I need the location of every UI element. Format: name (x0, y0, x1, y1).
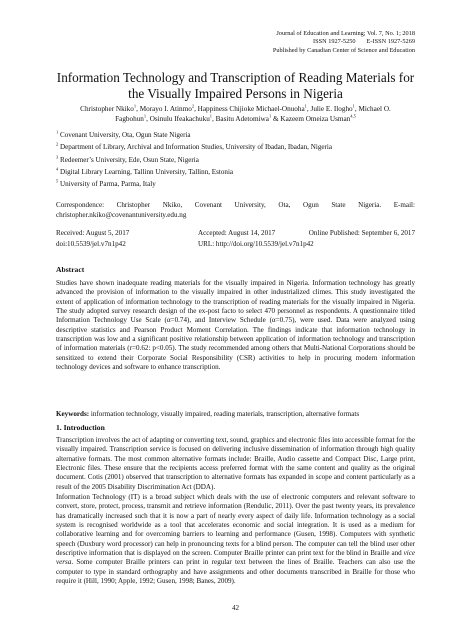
author-separator: , (306, 105, 311, 113)
published-date: Online Published: September 6, 2017 (308, 229, 415, 237)
keywords-label: Keywords: (56, 410, 90, 418)
author-separator: & (271, 115, 281, 123)
affiliation-item (56, 166, 415, 178)
correspondence: Correspondence: Christopher Nkiko, Covenant University, Ota, Ogun State Nigeria. E-mail: christopher.nkiko@covenantuniversity.edu.ng (56, 201, 415, 219)
doi-text: doi:10.5539/jel.v7n1p42 (56, 240, 126, 248)
author-name: Morayo I. Atinmo (139, 105, 192, 113)
affiliation-item (56, 141, 415, 153)
author-affiliation-marker: 4,5 (350, 113, 356, 119)
affiliation-marker: 3 (56, 154, 59, 160)
author-affiliation-marker: 1 (352, 103, 355, 109)
author-name: Osinulu Ifeakachuku (149, 115, 210, 123)
affiliation-item (56, 129, 415, 141)
affiliation-item (56, 154, 415, 166)
journal-header-line: Published by Canadian Center of Science and Education (272, 46, 415, 54)
author-name: Christopher Nkiko (80, 105, 134, 113)
affiliation-text: Department of Library, Archival and Information Studies, University of Ibadan, Ibadan, Nigeria (60, 143, 333, 152)
author-affiliation-marker: 1 (133, 103, 137, 109)
affiliation-item (56, 178, 415, 190)
journal-header-line: ISSN 1927-5250 E-ISSN 1927-5269 (313, 38, 415, 46)
author-affiliation-marker: 1 (143, 113, 147, 119)
affiliation-marker: 4 (56, 166, 59, 172)
abstract-heading: Abstract (56, 265, 85, 274)
author-separator: , (212, 115, 216, 123)
affiliation-list (56, 129, 415, 190)
author-name: Basitu Adetomiwa (215, 115, 269, 123)
doi-url-link[interactable]: URL: http://doi.org/10.5539/jel.v7n1p42 (198, 240, 314, 248)
journal-header (273, 30, 415, 55)
author-name: Happiness Chijioke Michael-Onuoha (197, 105, 305, 113)
publication-dates (56, 228, 415, 250)
author-separator: , (136, 105, 140, 113)
affiliation-marker: 5 (56, 178, 59, 184)
journal-header-line: Journal of Education and Learning; Vol. 7, No. 1; 2018 (276, 30, 415, 37)
author-list (56, 104, 415, 124)
author-separator: , (354, 105, 359, 113)
paragraph-text: Information Technology (IT) is a broad subject which deals with the use of electronic computers and relevant software to convert, store, protect, process, transmit and retrieve information (Rendulic, 2011). Over the past twenty years, its prevalence has dramatically increased such that it is now a part of nearly every aspect of daily life. Information technology as a social system is recognised worldwide as a tool that accelerates economic and social integration. It is used as a medium for collaborative learning and for overcoming barriers to learning and performance (Gusen, 1998). Computers with synthetic speech (Duxbury word processor) can help in pronouncing texts for a blind person. The computer can tell the blind user other descriptive information that is displayed on the screen. Computer Braille printer can print text for the blind in Braille and (56, 493, 415, 558)
introduction-paragraph-1: Transcription involves the act of adapting or converting text, sound, graphics and electronic files into accessible format for the visually impaired. Transcription service is focused on delivering inclusive dissemination of information through high quality alternative formats. The most common alternative formats include: Braille, Audio cassette and Compact Disc, Large print, Electronic files. These ensure that the recipients access preferred format with the same content and quality as the original document. Cotis (2001) observed that transcription to alternative formats has expanded in scope and content particularly as a result of the 2005 Disability Discrimination Act (DDA). (56, 436, 415, 491)
author-affiliation-marker: 1 (209, 113, 213, 119)
author-name: Michael O. Fagbohun (115, 105, 391, 123)
introduction-paragraph-2 (56, 493, 415, 586)
author-separator: , (194, 105, 198, 113)
affiliation-text: Redeemer’s University, Ede, Osun State, Nigeria (60, 155, 199, 164)
paragraph-text: . Some computer Braille printers can print in regular text between the lines of Braille. Teachers can also use the computer to type in standard orthography and have assignments and other documents transcribed in Braille for those who require it (Hill, 1990; Apple, 1992; Gusen, 1998; Banes, 2009). (56, 558, 415, 586)
page-number: 42 (231, 604, 240, 612)
abstract-text: Studies have shown inadequate reading materials for the visually impaired in Nigeria. Information technology has greatly advanced the provision of information to the visually impaired in other industrialized climes. This study investigated the extent of application of information technology to the transcription of reading materials for the visually impaired in Nigeria. The study adopted survey research design of the ex-post facto to select 470 personnel as respondents. A questionnaire titled Information Technology Use Scale (α=0.74), and Interview Schedule (α=0.75), were used. Data were analyzed using descriptive statistics and Pearson Product Moment Correlation. The findings indicate that information technology in transcription was low and a significant positive relationship between application of information technology and transcription of information materials (r=0.62: p<0.05). The study recommended among others that Multi-National Corporations should be sensitized to extend their Corporate Social Responsibility (CSR) activities to help in procuring modern information technology devices and software to enhance transcription. (56, 279, 415, 372)
affiliation-marker: 1 (56, 129, 59, 135)
paper-title: Information Technology and Transcription of Reading Materials for the Visually Impaired Persons in Nigeria (56, 70, 415, 101)
accepted-date: Accepted: August 14, 2017 (198, 229, 276, 237)
keywords (56, 410, 415, 419)
author-affiliation-marker: 1 (268, 113, 272, 119)
author-affiliation-marker: 1 (304, 103, 307, 109)
affiliation-marker: 2 (56, 141, 59, 147)
keywords-text: information technology, visually impaired, reading materials, transcription, alternative formats (89, 410, 360, 418)
author-name: Julie E. Ilogho (310, 105, 353, 113)
affiliation-text: University of Parma, Parma, Italy (60, 180, 156, 189)
author-separator: , (146, 115, 150, 123)
section-heading-introduction: 1. Introduction (56, 423, 105, 432)
paragraph-italic-text: vice versa (56, 549, 415, 567)
affiliation-text: Covenant University, Ota, Ogun State Nigeria (60, 131, 191, 139)
affiliation-text: Digital Library Learning, Tallinn University, Tallinn, Estonia (60, 167, 234, 176)
author-name: Kazeem Omeiza Usman (280, 115, 351, 123)
author-affiliation-marker: 2 (191, 103, 195, 109)
received-date: Received: August 5, 2017 (56, 229, 130, 237)
